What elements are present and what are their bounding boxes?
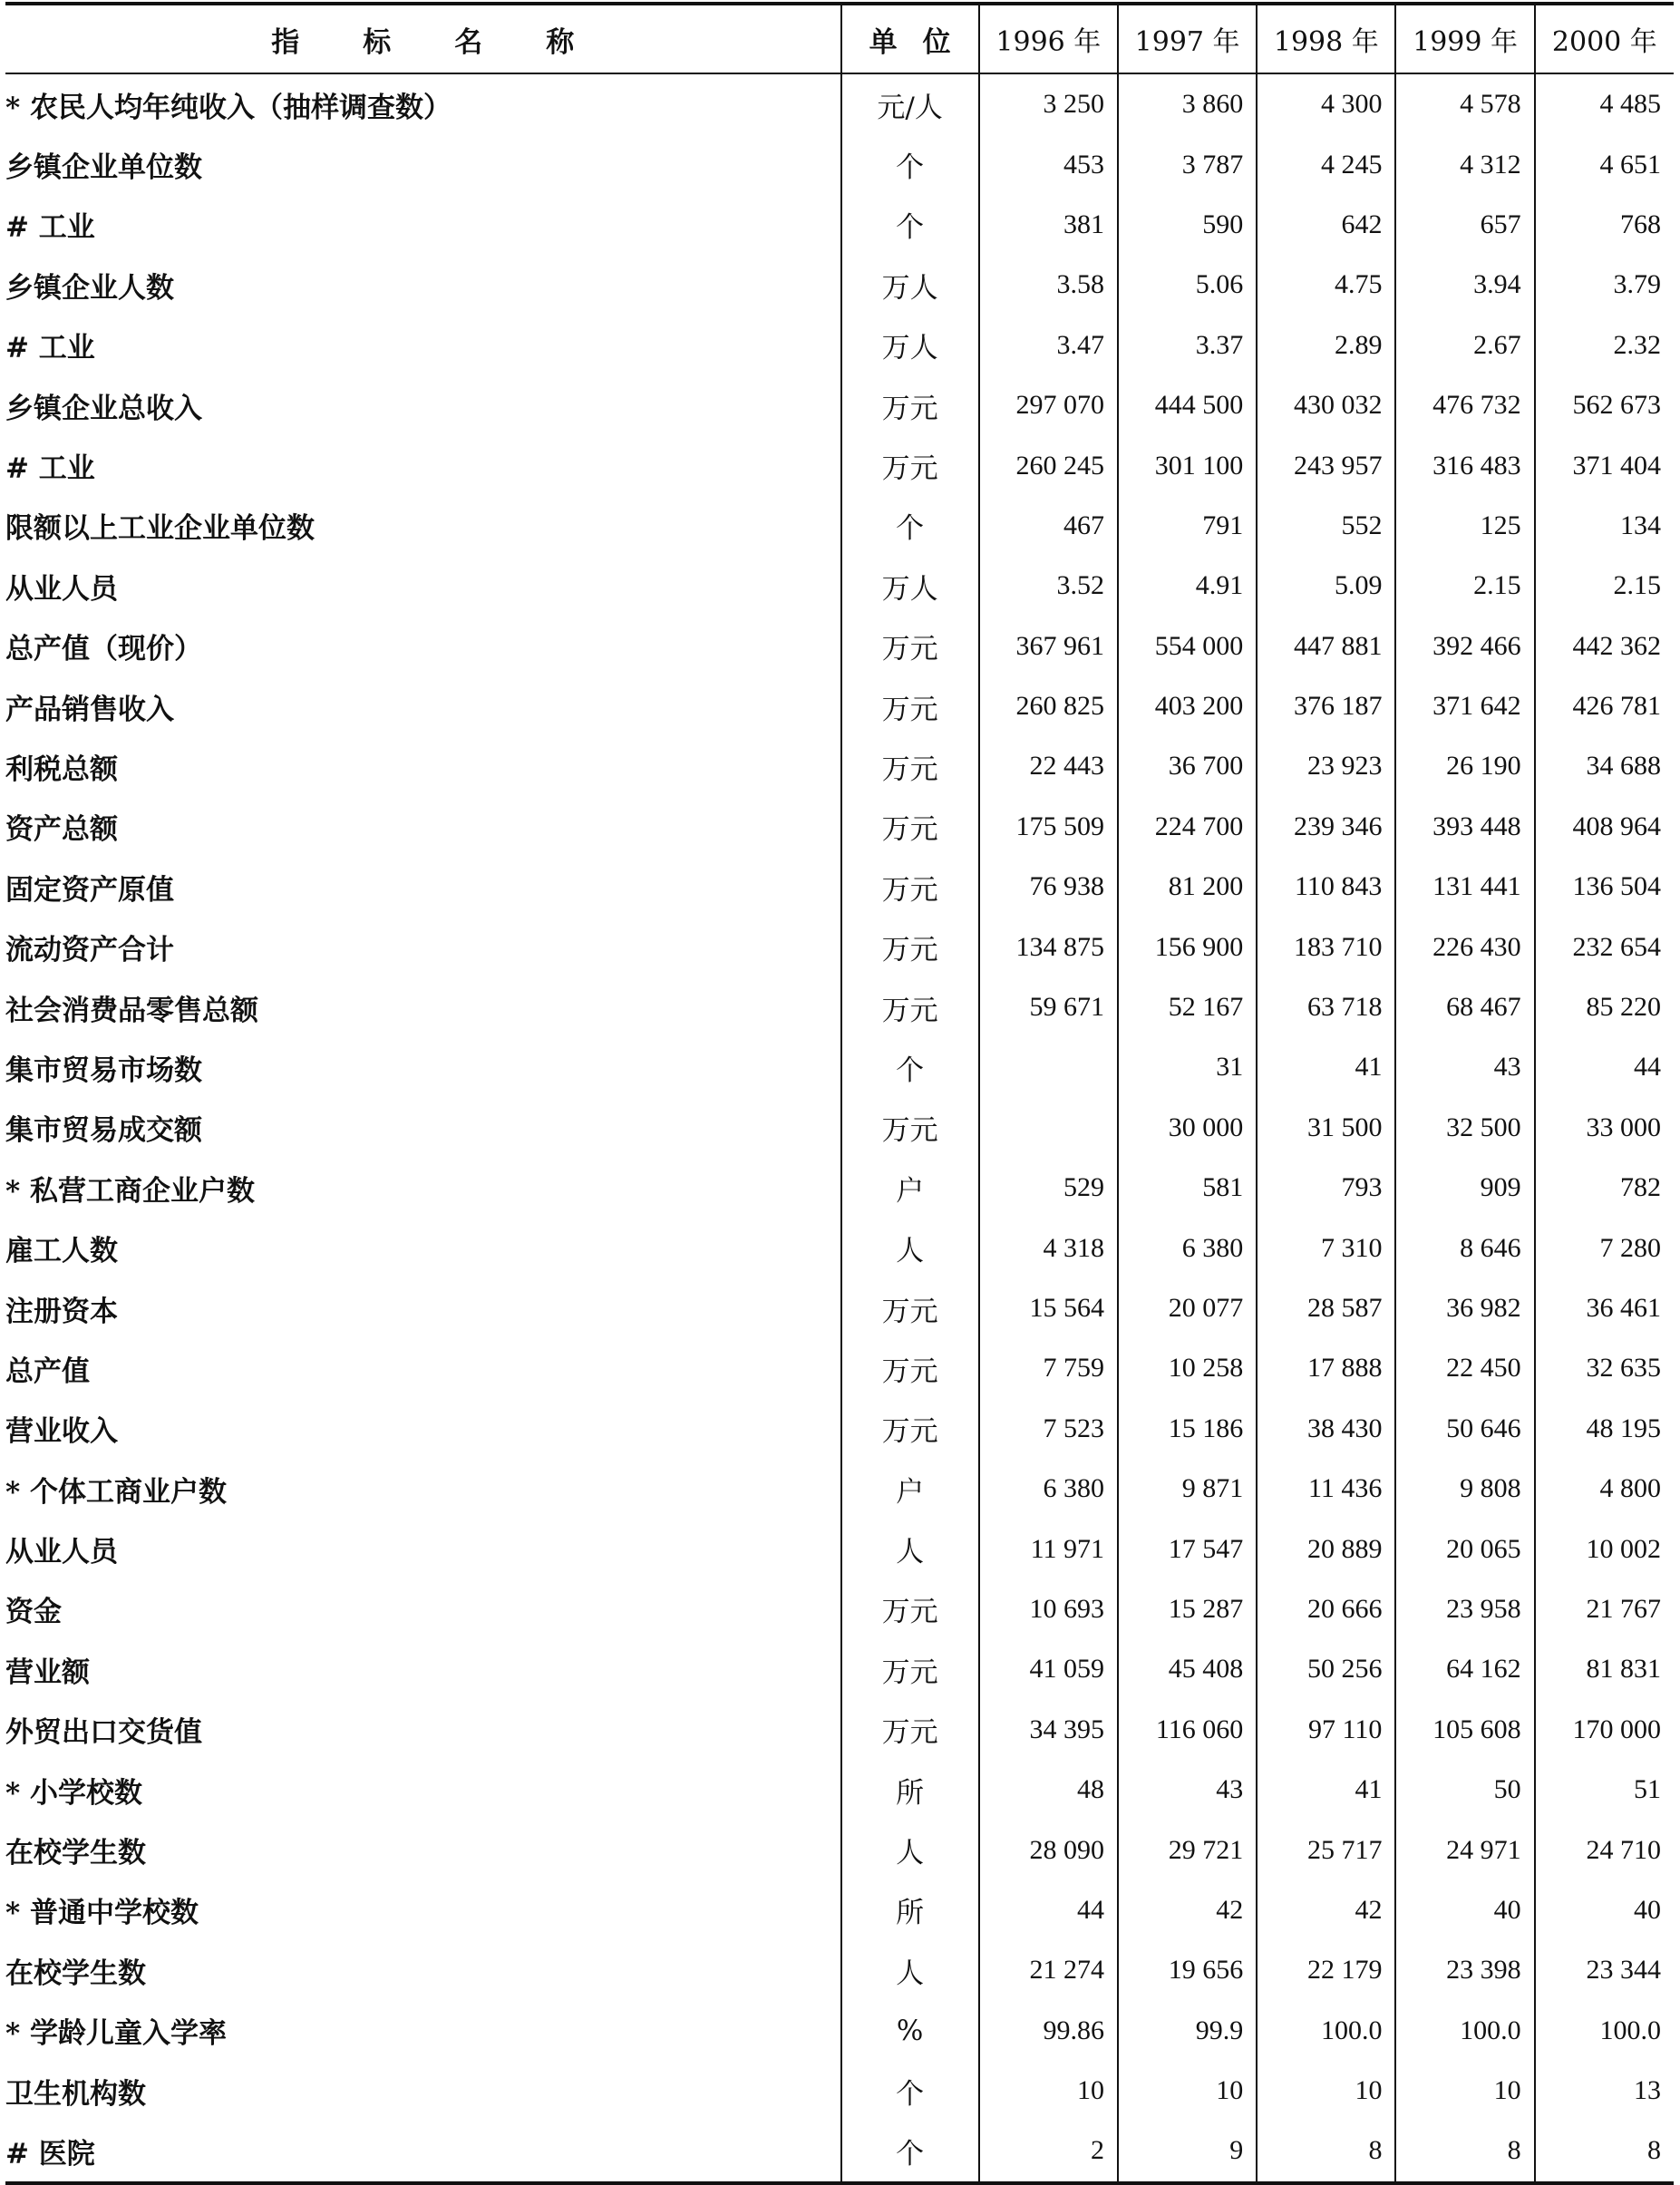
value-cell: 447 881 bbox=[1257, 617, 1395, 676]
indicator-unit: 万元 bbox=[841, 1338, 979, 1398]
value-cell: 13 bbox=[1535, 2061, 1674, 2121]
value-cell: 23 923 bbox=[1257, 736, 1395, 796]
value-cell: 40 bbox=[1535, 1880, 1674, 1940]
value-cell: 32 635 bbox=[1535, 1338, 1674, 1398]
value-cell: 36 461 bbox=[1535, 1278, 1674, 1338]
indicator-name: 资金 bbox=[5, 1596, 62, 1629]
value-cell: 25 717 bbox=[1257, 1820, 1395, 1879]
indicator-name: 限额以上工业企业单位数 bbox=[5, 512, 315, 546]
table-row bbox=[5, 134, 1674, 194]
value-cell: 15 186 bbox=[1118, 1399, 1257, 1459]
indicator-name: 固定资产原值 bbox=[5, 873, 174, 907]
value-cell bbox=[979, 1098, 1118, 1158]
value-cell: 21 767 bbox=[1535, 1579, 1674, 1639]
indicator-name: * 小学校数 bbox=[5, 1776, 143, 1810]
value-cell: 175 509 bbox=[979, 797, 1118, 857]
value-cell: 4.91 bbox=[1118, 556, 1257, 616]
value-cell: 52 167 bbox=[1118, 977, 1257, 1037]
table-row bbox=[5, 316, 1674, 375]
value-cell: 9 871 bbox=[1118, 1459, 1257, 1519]
value-cell: 6 380 bbox=[979, 1459, 1118, 1519]
table-row bbox=[5, 857, 1674, 917]
value-cell: 99.86 bbox=[979, 2001, 1118, 2061]
indicator-name: 乡镇企业总收入 bbox=[5, 392, 202, 425]
indicator-name: 总产值 bbox=[5, 1355, 90, 1388]
indicator-unit: 万元 bbox=[841, 797, 979, 857]
value-cell bbox=[979, 1037, 1118, 1097]
header-year: 1996 年 bbox=[979, 4, 1118, 73]
value-cell: 7 523 bbox=[979, 1399, 1118, 1459]
value-cell: 20 666 bbox=[1257, 1579, 1395, 1639]
value-cell: 28 090 bbox=[979, 1820, 1118, 1879]
table-row bbox=[5, 73, 1674, 134]
indicator-name: * 普通中学校数 bbox=[5, 1897, 199, 1930]
indicator-name: 营业额 bbox=[5, 1656, 90, 1689]
indicator-unit: 个 bbox=[841, 496, 979, 556]
value-cell: 2 bbox=[979, 2121, 1118, 2182]
value-cell: 4 651 bbox=[1535, 134, 1674, 194]
value-cell: 3 250 bbox=[979, 73, 1118, 134]
value-cell: 68 467 bbox=[1395, 977, 1534, 1037]
value-cell: 5.09 bbox=[1257, 556, 1395, 616]
value-cell: 100.0 bbox=[1257, 2001, 1395, 2061]
value-cell: 909 bbox=[1395, 1158, 1534, 1218]
table-row bbox=[5, 1037, 1674, 1097]
value-cell: 4 300 bbox=[1257, 73, 1395, 134]
value-cell: 2.15 bbox=[1395, 556, 1534, 616]
value-cell: 10 bbox=[1257, 2061, 1395, 2121]
value-cell: 3 860 bbox=[1118, 73, 1257, 134]
table-row bbox=[5, 1639, 1674, 1699]
value-cell: 4 485 bbox=[1535, 73, 1674, 134]
value-cell: 467 bbox=[979, 496, 1118, 556]
value-cell: 381 bbox=[979, 195, 1118, 255]
indicator-unit: 个 bbox=[841, 2061, 979, 2121]
value-cell: 105 608 bbox=[1395, 1700, 1534, 1760]
value-cell: 260 825 bbox=[979, 676, 1118, 736]
indicator-unit: % bbox=[841, 2001, 979, 2061]
value-cell: 8 bbox=[1535, 2121, 1674, 2182]
value-cell: 3 787 bbox=[1118, 134, 1257, 194]
table-row bbox=[5, 2121, 1674, 2182]
value-cell: 10 693 bbox=[979, 1579, 1118, 1639]
value-cell: 50 bbox=[1395, 1760, 1534, 1820]
indicator-name: 利税总额 bbox=[5, 753, 118, 786]
value-cell: 793 bbox=[1257, 1158, 1395, 1218]
value-cell: 50 646 bbox=[1395, 1399, 1534, 1459]
value-cell: 28 587 bbox=[1257, 1278, 1395, 1338]
value-cell: 29 721 bbox=[1118, 1820, 1257, 1879]
value-cell: 552 bbox=[1257, 496, 1395, 556]
indicator-unit: 人 bbox=[841, 1820, 979, 1879]
indicator-unit: 人 bbox=[841, 1218, 979, 1277]
table-row bbox=[5, 1098, 1674, 1158]
value-cell: 11 971 bbox=[979, 1519, 1118, 1578]
indicator-unit: 万元 bbox=[841, 1700, 979, 1760]
value-cell: 2.32 bbox=[1535, 316, 1674, 375]
value-cell: 9 bbox=[1118, 2121, 1257, 2182]
value-cell: 34 395 bbox=[979, 1700, 1118, 1760]
value-cell: 4 578 bbox=[1395, 73, 1534, 134]
statistics-table bbox=[5, 2, 1674, 2185]
indicator-unit: 万元 bbox=[841, 375, 979, 435]
value-cell: 41 bbox=[1257, 1760, 1395, 1820]
table-row bbox=[5, 1519, 1674, 1578]
indicator-unit: 个 bbox=[841, 134, 979, 194]
value-cell: 17 547 bbox=[1118, 1519, 1257, 1578]
value-cell: 297 070 bbox=[979, 375, 1118, 435]
table-row bbox=[5, 435, 1674, 495]
value-cell: 48 bbox=[979, 1760, 1118, 1820]
table-row bbox=[5, 2001, 1674, 2061]
value-cell: 44 bbox=[979, 1880, 1118, 1940]
value-cell: 4.75 bbox=[1257, 255, 1395, 315]
value-cell: 23 398 bbox=[1395, 1940, 1534, 2000]
indicator-unit: 人 bbox=[841, 1940, 979, 2000]
indicator-name: # 工业 bbox=[5, 211, 95, 245]
value-cell: 10 002 bbox=[1535, 1519, 1674, 1578]
value-cell: 19 656 bbox=[1118, 1940, 1257, 2000]
value-cell: 31 bbox=[1118, 1037, 1257, 1097]
value-cell: 3.79 bbox=[1535, 255, 1674, 315]
value-cell: 100.0 bbox=[1535, 2001, 1674, 2061]
indicator-name: 乡镇企业单位数 bbox=[5, 151, 202, 185]
value-cell: 24 710 bbox=[1535, 1820, 1674, 1879]
value-cell: 10 258 bbox=[1118, 1338, 1257, 1398]
value-cell: 125 bbox=[1395, 496, 1534, 556]
table-row bbox=[5, 556, 1674, 616]
value-cell: 10 bbox=[1395, 2061, 1534, 2121]
value-cell: 7 759 bbox=[979, 1338, 1118, 1398]
indicator-unit: 个 bbox=[841, 2121, 979, 2182]
value-cell: 41 059 bbox=[979, 1639, 1118, 1699]
value-cell: 41 bbox=[1257, 1037, 1395, 1097]
value-cell: 100.0 bbox=[1395, 2001, 1534, 2061]
value-cell: 316 483 bbox=[1395, 435, 1534, 495]
indicator-unit: 万元 bbox=[841, 1098, 979, 1158]
value-cell: 371 642 bbox=[1395, 676, 1534, 736]
value-cell: 131 441 bbox=[1395, 857, 1534, 917]
value-cell: 4 245 bbox=[1257, 134, 1395, 194]
table-row bbox=[5, 1820, 1674, 1879]
table-row bbox=[5, 2061, 1674, 2121]
value-cell: 453 bbox=[979, 134, 1118, 194]
value-cell: 367 961 bbox=[979, 617, 1118, 676]
value-cell: 20 889 bbox=[1257, 1519, 1395, 1578]
value-cell: 3.58 bbox=[979, 255, 1118, 315]
indicator-unit: 人 bbox=[841, 1519, 979, 1578]
value-cell: 33 000 bbox=[1535, 1098, 1674, 1158]
value-cell: 301 100 bbox=[1118, 435, 1257, 495]
indicator-unit: 万元 bbox=[841, 435, 979, 495]
value-cell: 554 000 bbox=[1118, 617, 1257, 676]
indicator-name: 雇工人数 bbox=[5, 1235, 118, 1268]
indicator-name: 注册资本 bbox=[5, 1295, 118, 1328]
value-cell: 426 781 bbox=[1535, 676, 1674, 736]
value-cell: 36 700 bbox=[1118, 736, 1257, 796]
indicator-unit: 元/人 bbox=[841, 73, 979, 134]
value-cell: 4 800 bbox=[1535, 1459, 1674, 1519]
table-row bbox=[5, 1880, 1674, 1940]
value-cell: 116 060 bbox=[1118, 1700, 1257, 1760]
value-cell: 24 971 bbox=[1395, 1820, 1534, 1879]
value-cell: 50 256 bbox=[1257, 1639, 1395, 1699]
indicator-unit: 万元 bbox=[841, 1579, 979, 1639]
indicator-unit: 万元 bbox=[841, 1639, 979, 1699]
value-cell: 9 808 bbox=[1395, 1459, 1534, 1519]
value-cell: 85 220 bbox=[1535, 977, 1674, 1037]
value-cell: 642 bbox=[1257, 195, 1395, 255]
value-cell: 42 bbox=[1118, 1880, 1257, 1940]
indicator-name: 集市贸易市场数 bbox=[5, 1054, 202, 1087]
table-row bbox=[5, 977, 1674, 1037]
header-indicator-name: 指标名称 bbox=[5, 4, 841, 73]
value-cell: 590 bbox=[1118, 195, 1257, 255]
value-cell: 408 964 bbox=[1535, 797, 1674, 857]
value-cell: 232 654 bbox=[1535, 917, 1674, 976]
value-cell: 403 200 bbox=[1118, 676, 1257, 736]
value-cell: 392 466 bbox=[1395, 617, 1534, 676]
indicator-name: * 私营工商企业户数 bbox=[5, 1174, 256, 1208]
value-cell: 791 bbox=[1118, 496, 1257, 556]
value-cell: 36 982 bbox=[1395, 1278, 1534, 1338]
value-cell: 23 344 bbox=[1535, 1940, 1674, 2000]
header-year: 1997 年 bbox=[1118, 4, 1257, 73]
table-body bbox=[5, 73, 1674, 2183]
indicator-unit: 所 bbox=[841, 1760, 979, 1820]
value-cell: 51 bbox=[1535, 1760, 1674, 1820]
indicator-name: 社会消费品零售总额 bbox=[5, 994, 258, 1027]
indicator-unit: 万元 bbox=[841, 1278, 979, 1338]
value-cell: 6 380 bbox=[1118, 1218, 1257, 1277]
indicator-unit: 万人 bbox=[841, 556, 979, 616]
indicator-unit: 户 bbox=[841, 1158, 979, 1218]
value-cell: 15 287 bbox=[1118, 1579, 1257, 1639]
value-cell: 17 888 bbox=[1257, 1338, 1395, 1398]
value-cell: 2.15 bbox=[1535, 556, 1674, 616]
value-cell: 38 430 bbox=[1257, 1399, 1395, 1459]
indicator-name: * 学龄儿童入学率 bbox=[5, 2017, 228, 2051]
value-cell: 657 bbox=[1395, 195, 1534, 255]
table-row bbox=[5, 1940, 1674, 2000]
table-row bbox=[5, 917, 1674, 976]
value-cell: 3.94 bbox=[1395, 255, 1534, 315]
value-cell: 183 710 bbox=[1257, 917, 1395, 976]
value-cell: 476 732 bbox=[1395, 375, 1534, 435]
indicator-name: 从业人员 bbox=[5, 572, 118, 606]
table-row bbox=[5, 375, 1674, 435]
value-cell: 81 200 bbox=[1118, 857, 1257, 917]
value-cell: 42 bbox=[1257, 1880, 1395, 1940]
value-cell: 22 179 bbox=[1257, 1940, 1395, 2000]
value-cell: 376 187 bbox=[1257, 676, 1395, 736]
value-cell: 224 700 bbox=[1118, 797, 1257, 857]
value-cell: 48 195 bbox=[1535, 1399, 1674, 1459]
value-cell: 7 280 bbox=[1535, 1218, 1674, 1277]
indicator-unit: 个 bbox=[841, 1037, 979, 1097]
value-cell: 4 312 bbox=[1395, 134, 1534, 194]
header-year: 1998 年 bbox=[1257, 4, 1395, 73]
indicator-name: 外贸出口交货值 bbox=[5, 1716, 202, 1750]
indicator-name: # 工业 bbox=[5, 332, 95, 365]
indicator-name: 从业人员 bbox=[5, 1536, 118, 1569]
value-cell: 76 938 bbox=[979, 857, 1118, 917]
indicator-unit: 户 bbox=[841, 1459, 979, 1519]
indicator-name: 产品销售收入 bbox=[5, 693, 174, 726]
indicator-unit: 万人 bbox=[841, 255, 979, 315]
value-cell: 21 274 bbox=[979, 1940, 1118, 2000]
value-cell: 393 448 bbox=[1395, 797, 1534, 857]
value-cell: 44 bbox=[1535, 1037, 1674, 1097]
value-cell: 430 032 bbox=[1257, 375, 1395, 435]
header-year: 1999 年 bbox=[1395, 4, 1534, 73]
value-cell: 32 500 bbox=[1395, 1098, 1534, 1158]
value-cell: 3.37 bbox=[1118, 316, 1257, 375]
table-row bbox=[5, 1459, 1674, 1519]
table-row bbox=[5, 1338, 1674, 1398]
value-cell: 156 900 bbox=[1118, 917, 1257, 976]
value-cell: 110 843 bbox=[1257, 857, 1395, 917]
value-cell: 239 346 bbox=[1257, 797, 1395, 857]
value-cell: 10 bbox=[979, 2061, 1118, 2121]
value-cell: 134 bbox=[1535, 496, 1674, 556]
indicator-name: 乡镇企业人数 bbox=[5, 271, 174, 305]
value-cell: 371 404 bbox=[1535, 435, 1674, 495]
table-row bbox=[5, 1579, 1674, 1639]
value-cell: 8 646 bbox=[1395, 1218, 1534, 1277]
table-row bbox=[5, 195, 1674, 255]
value-cell: 81 831 bbox=[1535, 1639, 1674, 1699]
value-cell: 226 430 bbox=[1395, 917, 1534, 976]
value-cell: 7 310 bbox=[1257, 1218, 1395, 1277]
value-cell: 31 500 bbox=[1257, 1098, 1395, 1158]
value-cell: 562 673 bbox=[1535, 375, 1674, 435]
indicator-unit: 万人 bbox=[841, 316, 979, 375]
table-row bbox=[5, 255, 1674, 315]
table-header-row bbox=[5, 4, 1674, 73]
value-cell: 782 bbox=[1535, 1158, 1674, 1218]
table-row bbox=[5, 1218, 1674, 1277]
indicator-unit: 万元 bbox=[841, 676, 979, 736]
value-cell: 59 671 bbox=[979, 977, 1118, 1037]
value-cell: 136 504 bbox=[1535, 857, 1674, 917]
value-cell: 3.52 bbox=[979, 556, 1118, 616]
indicator-name: 营业收入 bbox=[5, 1415, 118, 1449]
indicator-unit: 万元 bbox=[841, 1399, 979, 1459]
value-cell: 3.47 bbox=[979, 316, 1118, 375]
value-cell: 260 245 bbox=[979, 435, 1118, 495]
indicator-name: 集市贸易成交额 bbox=[5, 1114, 202, 1148]
value-cell: 444 500 bbox=[1118, 375, 1257, 435]
table-row bbox=[5, 1399, 1674, 1459]
indicator-unit: 所 bbox=[841, 1880, 979, 1940]
header-unit: 单位 bbox=[841, 4, 979, 73]
value-cell: 63 718 bbox=[1257, 977, 1395, 1037]
value-cell: 170 000 bbox=[1535, 1700, 1674, 1760]
indicator-unit: 万元 bbox=[841, 857, 979, 917]
indicator-unit: 万元 bbox=[841, 617, 979, 676]
indicator-unit: 万元 bbox=[841, 917, 979, 976]
header-year: 2000 年 bbox=[1535, 4, 1674, 73]
indicator-name: # 工业 bbox=[5, 452, 95, 486]
value-cell: 15 564 bbox=[979, 1278, 1118, 1338]
value-cell: 11 436 bbox=[1257, 1459, 1395, 1519]
indicator-name: 资产总额 bbox=[5, 813, 118, 847]
value-cell: 529 bbox=[979, 1158, 1118, 1218]
value-cell: 768 bbox=[1535, 195, 1674, 255]
table-row bbox=[5, 496, 1674, 556]
indicator-name: * 农民人均年纯收入（抽样调查数） bbox=[5, 91, 452, 124]
value-cell: 64 162 bbox=[1395, 1639, 1534, 1699]
value-cell: 20 077 bbox=[1118, 1278, 1257, 1338]
value-cell: 26 190 bbox=[1395, 736, 1534, 796]
indicator-name: 在校学生数 bbox=[5, 1837, 146, 1870]
value-cell: 581 bbox=[1118, 1158, 1257, 1218]
indicator-name: 流动资产合计 bbox=[5, 934, 174, 967]
value-cell: 442 362 bbox=[1535, 617, 1674, 676]
table-row bbox=[5, 1760, 1674, 1820]
indicator-unit: 万元 bbox=[841, 977, 979, 1037]
indicator-name: 在校学生数 bbox=[5, 1957, 146, 1990]
value-cell: 97 110 bbox=[1257, 1700, 1395, 1760]
table-row bbox=[5, 617, 1674, 676]
indicator-name: 卫生机构数 bbox=[5, 2077, 146, 2111]
value-cell: 43 bbox=[1395, 1037, 1534, 1097]
table-row bbox=[5, 736, 1674, 796]
indicator-name: 总产值（现价） bbox=[5, 633, 202, 666]
table-row bbox=[5, 1700, 1674, 1760]
indicator-unit: 个 bbox=[841, 195, 979, 255]
value-cell: 22 450 bbox=[1395, 1338, 1534, 1398]
value-cell: 20 065 bbox=[1395, 1519, 1534, 1578]
value-cell: 23 958 bbox=[1395, 1579, 1534, 1639]
value-cell: 40 bbox=[1395, 1880, 1534, 1940]
value-cell: 134 875 bbox=[979, 917, 1118, 976]
value-cell: 5.06 bbox=[1118, 255, 1257, 315]
value-cell: 2.67 bbox=[1395, 316, 1534, 375]
value-cell: 243 957 bbox=[1257, 435, 1395, 495]
value-cell: 8 bbox=[1395, 2121, 1534, 2182]
value-cell: 99.9 bbox=[1118, 2001, 1257, 2061]
table-row bbox=[5, 676, 1674, 736]
table-row bbox=[5, 1158, 1674, 1218]
table-row bbox=[5, 797, 1674, 857]
value-cell: 30 000 bbox=[1118, 1098, 1257, 1158]
value-cell: 22 443 bbox=[979, 736, 1118, 796]
value-cell: 34 688 bbox=[1535, 736, 1674, 796]
value-cell: 45 408 bbox=[1118, 1639, 1257, 1699]
value-cell: 2.89 bbox=[1257, 316, 1395, 375]
indicator-unit: 万元 bbox=[841, 736, 979, 796]
table-row bbox=[5, 1278, 1674, 1338]
indicator-name: * 个体工商业户数 bbox=[5, 1475, 228, 1509]
value-cell: 4 318 bbox=[979, 1218, 1118, 1277]
value-cell: 10 bbox=[1118, 2061, 1257, 2121]
value-cell: 43 bbox=[1118, 1760, 1257, 1820]
value-cell: 8 bbox=[1257, 2121, 1395, 2182]
indicator-name: # 医院 bbox=[5, 2137, 95, 2170]
